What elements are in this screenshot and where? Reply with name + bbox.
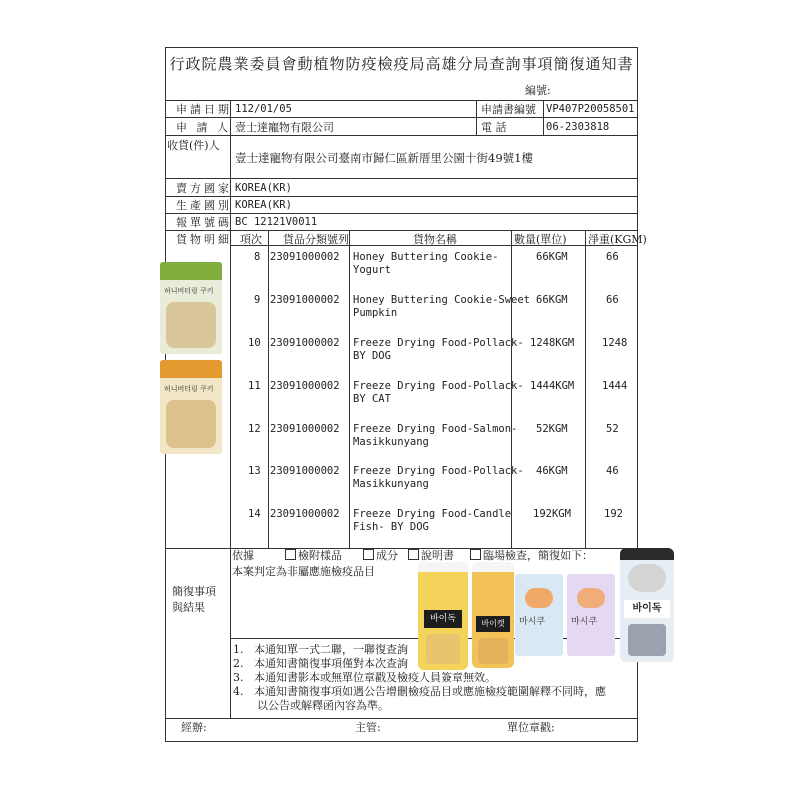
seller-country-label: 賣方國家: [176, 182, 232, 195]
cat-illustration: [525, 588, 553, 608]
item-name-line2: Yogurt: [353, 264, 391, 276]
item-code: 23091000002: [270, 465, 340, 477]
rule: [165, 178, 638, 179]
item-name-line2: BY DOG: [353, 350, 391, 362]
item-name-line2: Pumpkin: [353, 307, 398, 319]
pouch-label: 허니버터링 쿠키: [164, 287, 214, 295]
declaration-no-value: BC 12121V0011: [235, 216, 318, 228]
col-item: 項次: [240, 233, 262, 246]
rule: [165, 100, 638, 101]
item-weight: 192: [604, 508, 623, 520]
jar-lid: [620, 548, 674, 560]
item-no: 12: [248, 423, 261, 435]
goods-detail-label: 貨物明細: [176, 233, 232, 246]
product-photo-pouch-green: [160, 262, 222, 354]
product-jar-cat: [472, 562, 514, 668]
jar-food: [426, 634, 460, 664]
rule: [268, 230, 269, 548]
dog-illustration: [628, 564, 666, 592]
item-qty: 46KGM: [536, 465, 568, 477]
item-no: 14: [248, 508, 261, 520]
item-name-line1: Honey Buttering Cookie-Sweet: [353, 294, 531, 306]
item-code: 23091000002: [270, 337, 340, 349]
cookie-image: [166, 400, 216, 448]
note-text: 本通知單一式二聯，一聯復查詢: [254, 643, 408, 656]
applicant-value: 壹士達寵物有限公司: [235, 121, 334, 134]
product-jar-candlefish: [620, 548, 674, 662]
supervisor-label: 主管:: [355, 721, 381, 734]
basis-label: 依據: [232, 549, 254, 562]
item-name-line1: Freeze Drying Food-Pollack-: [353, 465, 524, 477]
item-qty: 66KGM: [536, 251, 568, 263]
item-weight: 1248: [602, 337, 628, 349]
jar-brand: 바이캣: [476, 616, 510, 632]
col-name: 貨物名稱: [413, 233, 457, 246]
option-label: 檢附樣品: [298, 549, 342, 562]
consignee-value: 壹士達寵物有限公司臺南市歸仁區新厝里公園十街49號1樓: [235, 151, 533, 165]
item-name-line2: Fish- BY DOG: [353, 521, 429, 533]
item-weight: 1444: [602, 380, 628, 392]
jar-lid: [418, 562, 468, 572]
note-4: [233, 685, 606, 698]
note-1: [233, 643, 408, 656]
ref-number-label: 編號:: [525, 84, 551, 97]
item-name-line1: Honey Buttering Cookie-: [353, 251, 499, 263]
item-qty: 66KGM: [536, 294, 568, 306]
checkbox: [470, 549, 481, 560]
item-code: 23091000002: [270, 380, 340, 392]
item-name-line2: BY CAT: [353, 393, 391, 405]
rule: [165, 230, 638, 231]
note-text: 本通知書簡復事項僅對本次查詢: [254, 657, 408, 670]
option-label: 成分: [376, 549, 398, 562]
item-name-line1: Freeze Drying Food-Pollack-: [353, 337, 524, 349]
checkbox: [408, 549, 419, 560]
note-2: [233, 657, 408, 670]
rule: [349, 230, 350, 548]
note-number: 4.: [233, 685, 244, 698]
apply-date-label: 申請日期: [176, 103, 232, 116]
option-label: 說明書: [421, 549, 454, 562]
note-number: 1.: [233, 643, 244, 656]
product-photo-pouch-orange: [160, 360, 222, 454]
product-jar-dog: [418, 562, 468, 670]
rule: [585, 230, 586, 548]
jar-lid: [472, 562, 514, 572]
option-manual: [408, 549, 454, 562]
phone-label: 電 話: [481, 121, 507, 134]
applicant-label: 申 請 人: [176, 121, 231, 134]
note-4-cont: 以公告或解釋函內容為準。: [257, 699, 389, 712]
jar-food: [628, 624, 666, 656]
cat-illustration: [577, 588, 605, 608]
item-no: 11: [248, 380, 261, 392]
stamp-label: 單位章戳:: [507, 721, 555, 734]
handler-label: 經辦:: [181, 721, 207, 734]
option-inspection: [470, 549, 593, 562]
item-no: 9: [254, 294, 261, 306]
item-no: 10: [248, 337, 261, 349]
col-weight: 淨重(KGM): [588, 233, 647, 246]
item-name-line1: Freeze Drying Food-Candle: [353, 508, 512, 520]
pouch-band: [160, 262, 222, 280]
product-pack-salmon: [515, 574, 563, 656]
consignee-label: 收貨(件)人: [167, 139, 220, 152]
pouch-label: 허니버터링 쿠키: [164, 385, 214, 393]
app-no-label: 申請書編號: [481, 103, 536, 116]
item-no: 13: [248, 465, 261, 477]
cookie-image: [166, 302, 216, 348]
pack-label: 마시쿠: [519, 617, 546, 627]
item-code: 23091000002: [270, 294, 340, 306]
reply-label: 簡復事項 與結果: [172, 585, 216, 614]
item-name-line1: Freeze Drying Food-Salmon-: [353, 423, 518, 435]
jar-brand: 바이독: [424, 610, 462, 628]
item-qty: 52KGM: [536, 423, 568, 435]
rule: [543, 100, 544, 135]
phone-value: 06-2303818: [546, 121, 610, 133]
pack-label: 마시쿠: [571, 617, 598, 627]
rule: [165, 213, 638, 214]
item-weight: 52: [606, 423, 619, 435]
note-text: 本通知書影本或無單位章戳及檢疫人員簽章無效。: [254, 671, 496, 684]
rule: [165, 196, 638, 197]
origin-country-value: KOREA(KR): [235, 199, 292, 211]
item-qty: 1248KGM: [530, 337, 575, 349]
item-qty: 192KGM: [533, 508, 571, 520]
item-weight: 66: [606, 251, 619, 263]
note-text: 本通知書簡復事項如遇公告增刪檢疫品目或應施檢疫範圍解釋不同時，應: [254, 685, 606, 698]
note-3: [233, 671, 496, 684]
note-number: 2.: [233, 657, 244, 670]
col-code: 貨品分類號列: [283, 233, 349, 246]
checkbox: [363, 549, 374, 560]
option-sample: [285, 549, 342, 562]
item-code: 23091000002: [270, 251, 340, 263]
rule: [165, 117, 638, 118]
rule: [165, 718, 638, 719]
item-code: 23091000002: [270, 508, 340, 520]
item-name-line2: Masikkunyang: [353, 436, 429, 448]
item-name-line1: Freeze Drying Food-Pollack-: [353, 380, 524, 392]
apply-date-value: 112/01/05: [235, 103, 292, 115]
note-number: 3.: [233, 671, 244, 684]
origin-country-label: 生產國別: [176, 199, 232, 212]
option-ingredients: [363, 549, 398, 562]
checkbox: [285, 549, 296, 560]
item-code: 23091000002: [270, 423, 340, 435]
item-weight: 66: [606, 294, 619, 306]
jar-brand: 바이독: [624, 600, 670, 618]
item-qty: 1444KGM: [530, 380, 575, 392]
rule: [165, 135, 638, 136]
declaration-no-label: 報單號碼: [176, 216, 232, 229]
option-label: 臨場檢查，簡復如下：: [483, 549, 593, 562]
item-no: 8: [254, 251, 261, 263]
app-no-value: VP407P20058501: [546, 103, 635, 115]
reply-result: 本案判定為非屬應施檢疫品目: [232, 565, 375, 578]
seller-country-value: KOREA(KR): [235, 182, 292, 194]
item-weight: 46: [606, 465, 619, 477]
form-title: 行政院農業委員會動植物防疫檢疫局高雄分局查詢事項簡復通知書: [169, 55, 634, 73]
col-qty: 數量(單位): [514, 233, 567, 246]
rule: [476, 100, 477, 135]
product-pack-pollack: [567, 574, 615, 656]
jar-food: [478, 638, 508, 664]
pouch-band: [160, 360, 222, 378]
item-name-line2: Masikkunyang: [353, 478, 429, 490]
